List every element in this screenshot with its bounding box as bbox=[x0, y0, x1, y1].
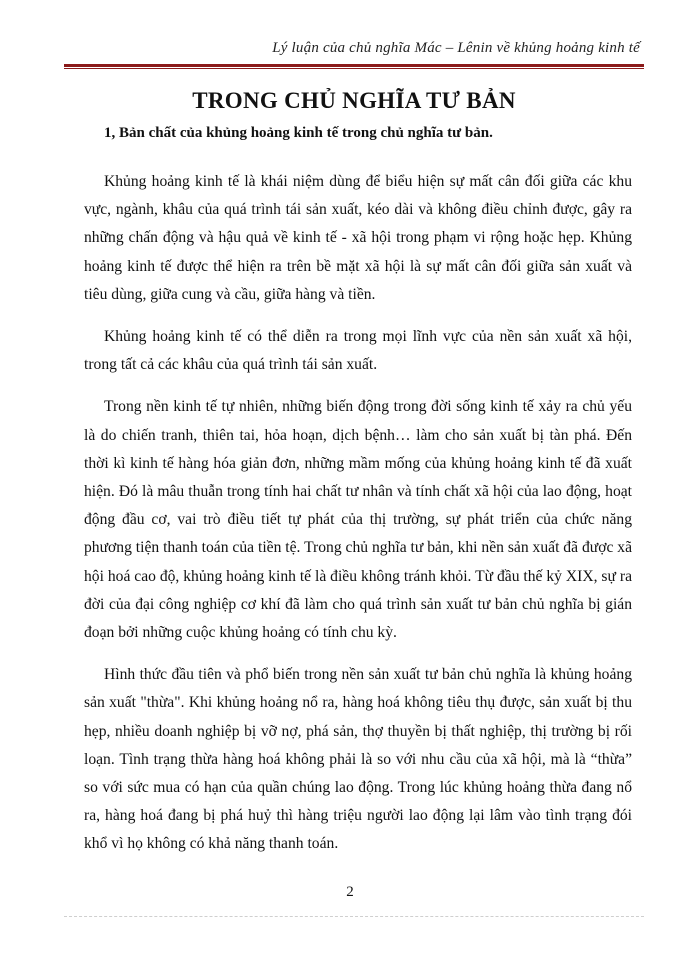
page-title: TRONG CHỦ NGHĨA TƯ BẢN bbox=[192, 88, 516, 113]
body-text bbox=[84, 168, 632, 873]
section-heading: 1, Bản chất của khủng hoảng kinh tế trong chủ nghĩa tư bản. bbox=[104, 125, 493, 141]
paragraph: Trong nền kinh tế tự nhiên, những biến động trong đời sống kinh tế xảy ra chủ yếu là do chiến tranh, thiên tai, hỏa hoạn, dịch bệnh… làm cho sản xuất bị tàn phá. Đến thời kì kinh tế hàng hóa giản đơn, những mầm mống của khủng hoảng kinh tế đã xuất hiện. Đó là mâu thuẫn trong tính hai chất tư nhân và tính chất xã hội của lao động, hoạt động đầu cơ, vai trò điều tiết tự phát của thị trường, sự phát triển của chức năng phương tiện thanh toán của tiền tệ. Trong chủ nghĩa tư bản, khi nền sản xuất đã được xã hội hoá cao độ, khủng hoảng kinh tế là điều không tránh khỏi. Từ đầu thế kỷ XIX, sự ra đời của đại công nghiệp cơ khí đã làm cho quá trình sản xuất tư bản chủ nghĩa bị gián đoạn bởi những cuộc khủng hoảng có tính chu kỳ. bbox=[84, 398, 632, 642]
paragraph: Khủng hoảng kinh tế là khái niệm dùng để biểu hiện sự mất cân đối giữa các khu vực, ngành, khâu của quá trình tái sản xuất, kéo dài và không điều chỉnh được, gây ra những chấn động và hậu quả về kinh tế - xã hội trong phạm vi rộng hoặc hẹp. Khủng hoảng kinh tế được thể hiện ra trên bề mặt xã hội là sự mất cân đối giữa sản xuất và tiêu dùng, giữa cung và cầu, giữa hàng và tiền. bbox=[84, 173, 632, 303]
header-rule-thin bbox=[64, 68, 644, 69]
header-rule bbox=[64, 64, 644, 67]
paragraph: Hình thức đầu tiên và phổ biến trong nền sản xuất tư bản chủ nghĩa là khủng hoảng sản xuất "thừa". Khi khủng hoảng nổ ra, hàng hoá không tiêu thụ được, sản xuất bị thu hẹp, nhiều doanh nghiệp bị vỡ nợ, phá sản, thợ thuyền bị thất nghiệp, thị trường bị rối loạn. Tình trạng thừa hàng hoá không phải là so với nhu cầu của xã hội, mà là “thừa” so với sức mua có hạn của quần chúng lao động. Trong lúc khủng hoảng thừa đang nổ ra, hàng hoá đang bị phá huỷ thì hàng triệu người lao động lại lâm vào tình trạng đói khổ vì họ không có khả năng thanh toán. bbox=[84, 666, 632, 853]
running-header: Lý luận của chủ nghĩa Mác – Lênin về khủng hoảng kinh tế bbox=[272, 40, 640, 56]
page-number: 2 bbox=[346, 884, 354, 900]
bottom-rule bbox=[64, 916, 644, 917]
paragraph: Khủng hoảng kinh tế có thể diễn ra trong mọi lĩnh vực của nền sản xuất xã hội, trong tất cả các khâu của quá trình tái sản xuất. bbox=[84, 328, 632, 374]
